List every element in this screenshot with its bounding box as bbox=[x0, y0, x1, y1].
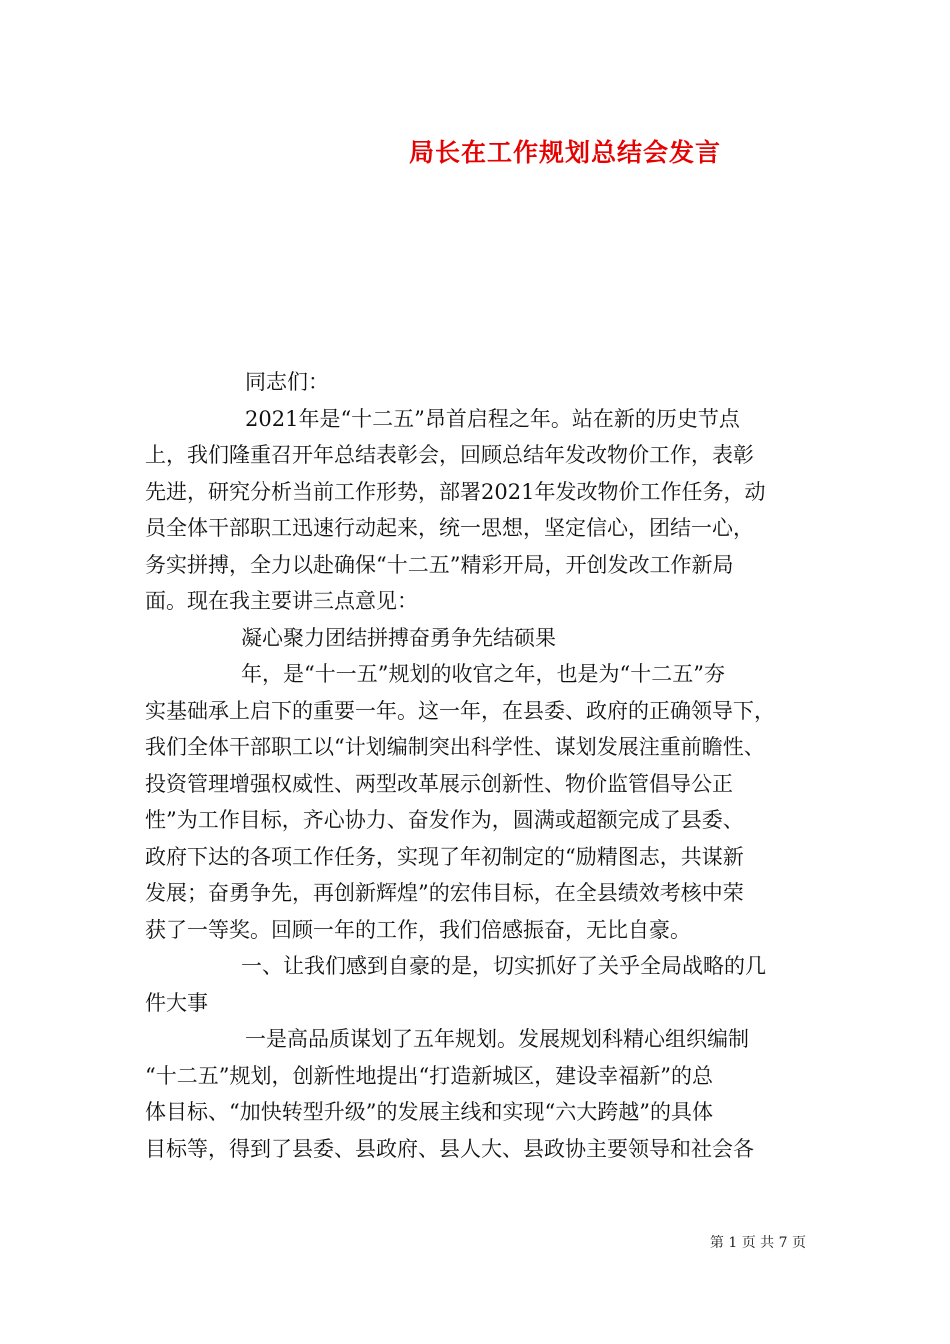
paragraph-line: 年，是“十一五”规划的收官之年，也是为“十二五”夯 bbox=[241, 662, 725, 686]
paragraph-line: 获了一等奖。回顾一年的工作，我们倍感振奋，无比自豪。 bbox=[145, 917, 691, 942]
page-footer: 第 1 页 共 7 页 bbox=[709, 1235, 806, 1251]
paragraph-line: 面。现在我主要讲三点意见： bbox=[145, 589, 418, 613]
paragraph-line: 我们全体干部职工以“计划编制突出科学性、谋划发展注重前瞻性、 bbox=[145, 735, 765, 759]
paragraph-line: 2021年是“十二五”昂首启程之年。站在新的历史节点 bbox=[245, 406, 740, 431]
document-title-text: 局长在工作规划总结会发言 bbox=[408, 138, 721, 167]
paragraph-line: 先进，研究分析当前工作形势，部署2021年发改物价工作任务，动 bbox=[145, 479, 766, 504]
document-title bbox=[0, 133, 950, 169]
paragraph-line: 目标等，得到了县委、县政府、县人大、县政协主要领导和社会各 bbox=[145, 1136, 754, 1161]
paragraph-line: “十二五”规划，创新性地提出“打造新城区，建设幸福新”的总 bbox=[145, 1063, 713, 1088]
section-heading: 凝心聚力团结拼搏奋勇争先结硕果 bbox=[241, 625, 556, 650]
paragraph-line: 政府下达的各项工作任务，实现了年初制定的“励精图志，共谋新 bbox=[145, 844, 744, 869]
subheading-line: 件大事 bbox=[145, 990, 208, 1015]
paragraph-line: 发展；奋勇争先，再创新辉煌”的宏伟目标，在全县绩效考核中荣 bbox=[145, 881, 744, 905]
paragraph-line: 一是高品质谋划了五年规划。发展规划科精心组织编制 bbox=[245, 1027, 749, 1051]
paragraph-line: 体目标、“加快转型升级”的发展主线和实现“六大跨越”的具体 bbox=[145, 1100, 713, 1124]
subheading-line: 一、让我们感到自豪的是，切实抓好了关乎全局战略的几 bbox=[241, 954, 766, 978]
paragraph-line: 性”为工作目标，齐心协力、奋发作为，圆满或超额完成了县委、 bbox=[145, 808, 744, 832]
paragraph-line: 员全体干部职工迅速行动起来，统一思想，坚定信心，团结一心， bbox=[145, 516, 754, 540]
paragraph-line: 务实拼搏，全力以赴确保“十二五”精彩开局，开创发改工作新局 bbox=[145, 552, 734, 577]
paragraph-line: 实基础承上启下的重要一年。这一年，在县委、政府的正确领导下， bbox=[145, 698, 775, 723]
paragraph-line: 投资管理增强权威性、两型改革展示创新性、物价监管倡导公正 bbox=[145, 771, 733, 796]
paragraph-line: 上，我们隆重召开年总结表彰会，回顾总结年发改物价工作，表彰 bbox=[145, 443, 754, 467]
document-body bbox=[145, 364, 807, 1167]
salutation: 同志们： bbox=[245, 370, 329, 394]
